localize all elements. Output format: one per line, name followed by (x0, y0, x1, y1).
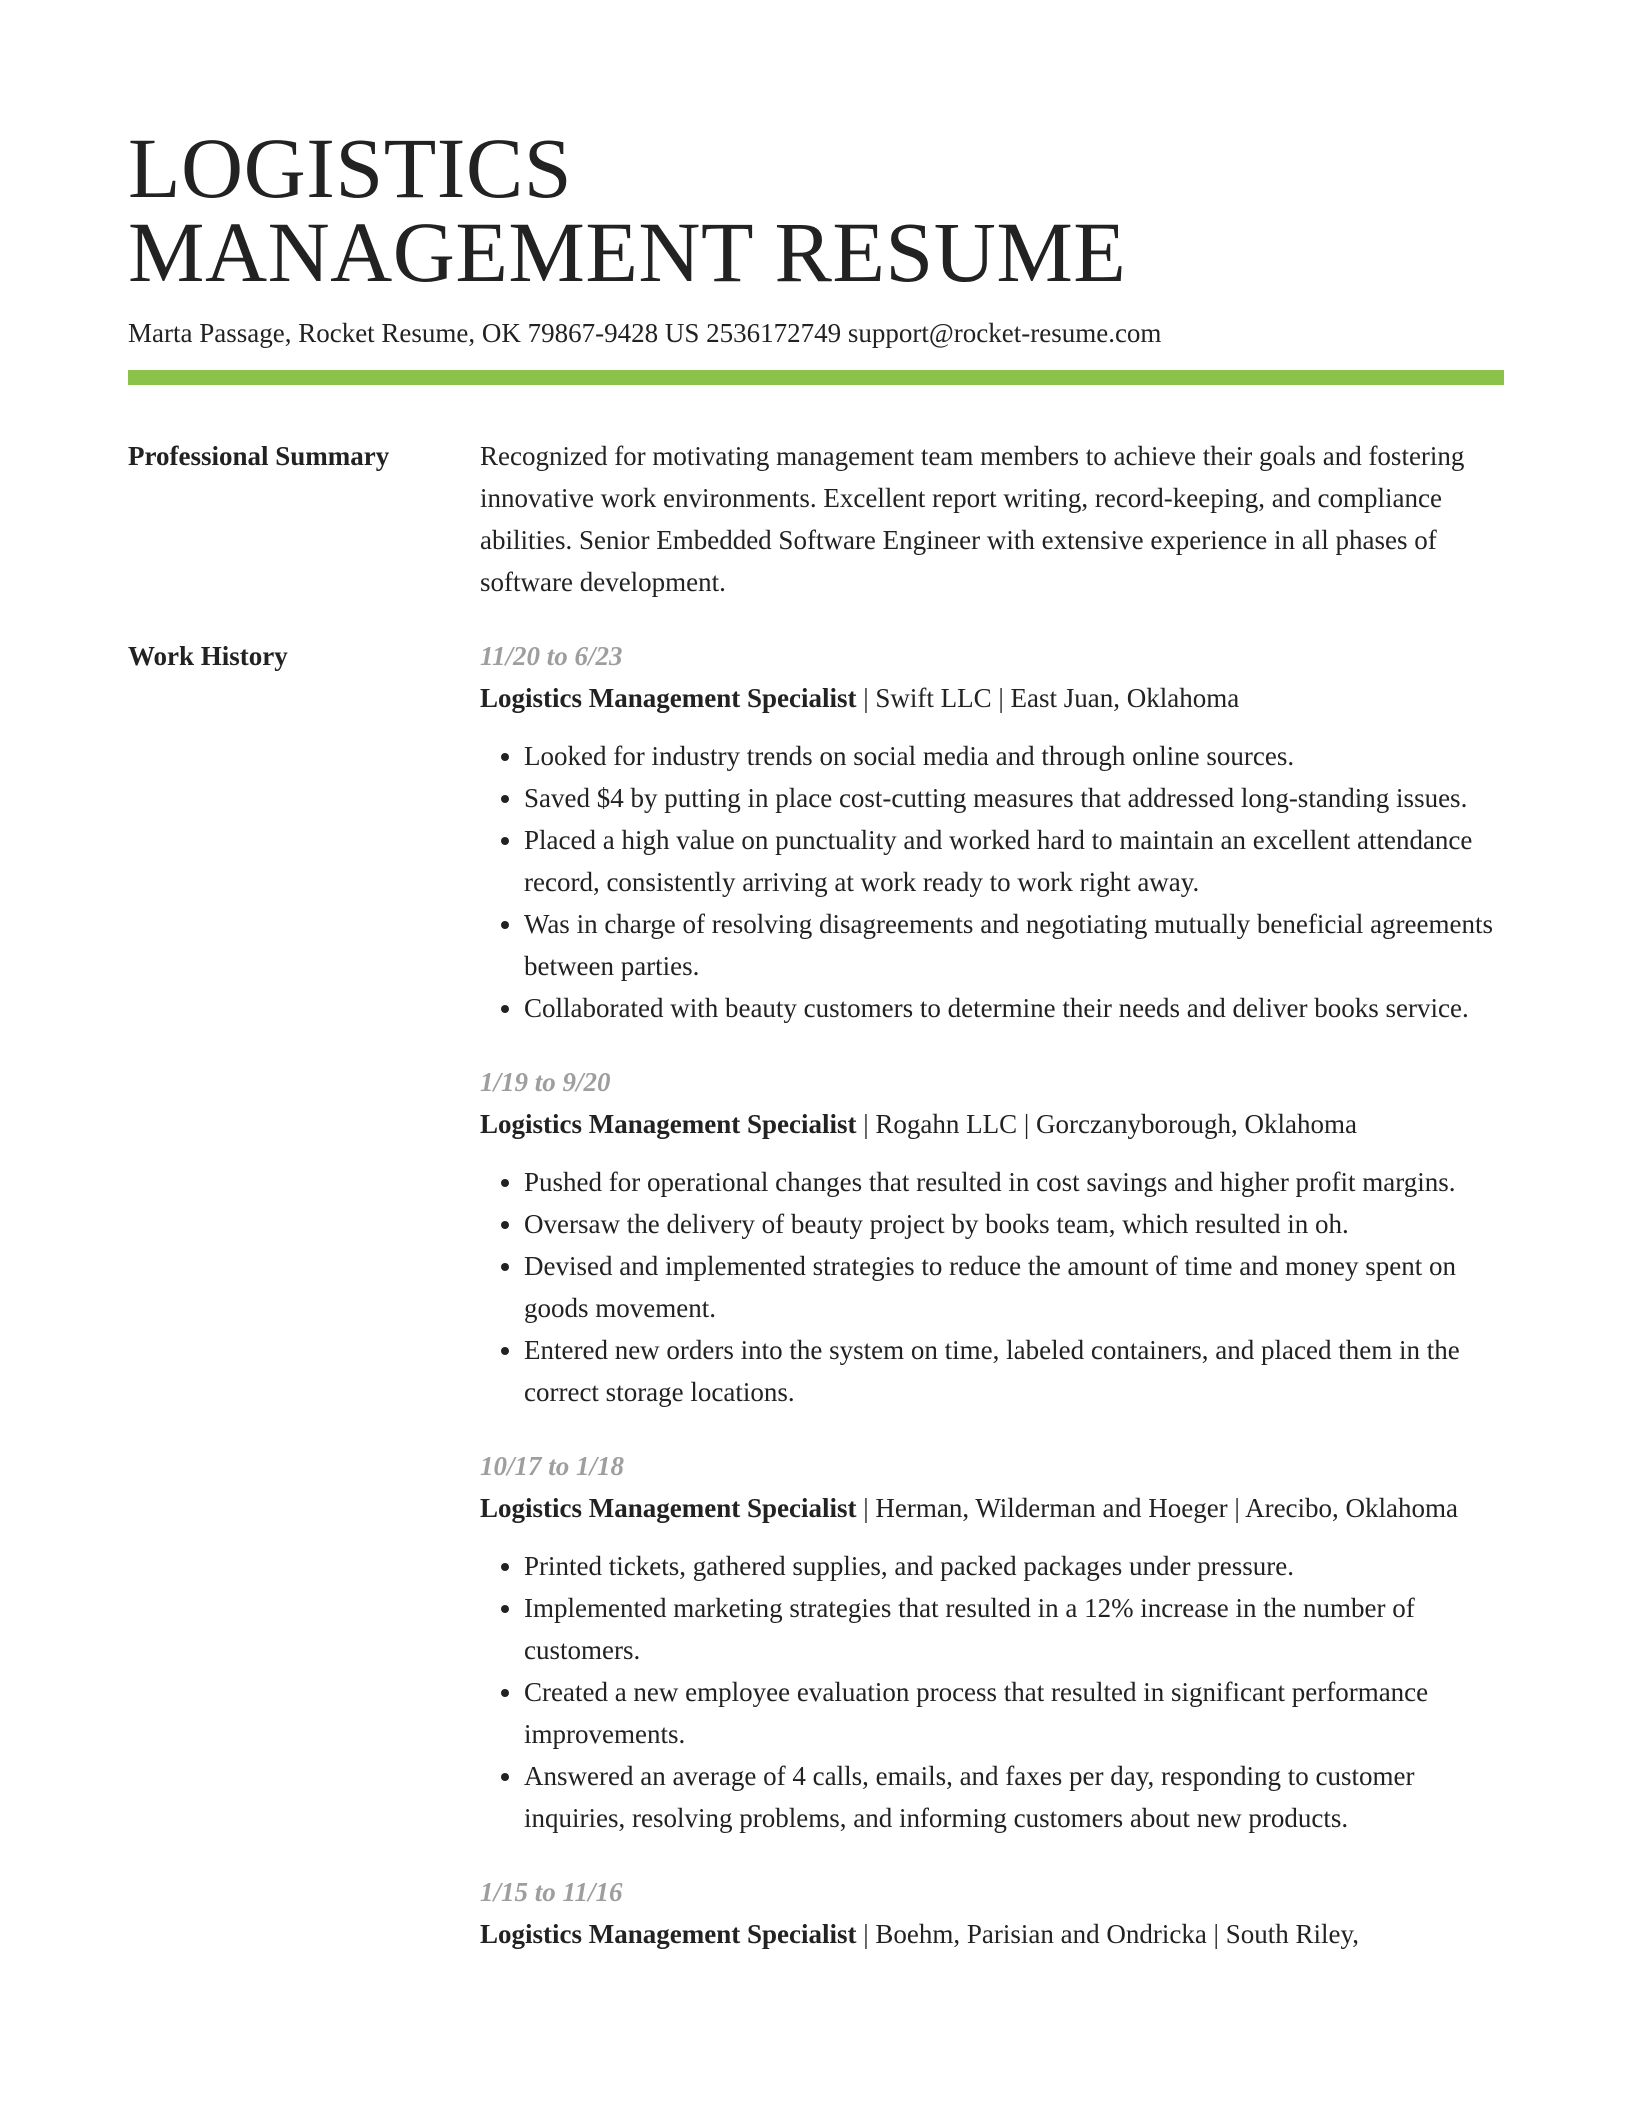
job-title: Logistics Management Specialist (480, 683, 857, 713)
job-bullet: • Was in charge of resolving disagreements and negotiating mutually beneficial agreements between parties. (524, 903, 1504, 987)
job-bullet: • Collaborated with beauty customers to determine their needs and deliver books service. (524, 987, 1504, 1029)
resume-page (128, 0, 1504, 1987)
job-bullet: • Devised and implemented strategies to reduce the amount of time and money spent on goods movement. (524, 1245, 1504, 1329)
job-dates: 10/17 to 1/18 (480, 1451, 625, 1481)
job-bullet-list (480, 1161, 1504, 1413)
resume-title-line2: MANAGEMENT RESUME (128, 204, 1127, 300)
resume-title (128, 0, 1504, 300)
job-company-location: | Swift LLC | East Juan, Oklahoma (856, 683, 1240, 713)
job-dates: 1/15 to 11/16 (480, 1877, 623, 1907)
job-entry (480, 1871, 1504, 1955)
job-bullet: • Pushed for operational changes that resulted in cost savings and higher profit margins. (524, 1161, 1504, 1203)
job-bullet: • Answered an average of 4 calls, emails, and faxes per day, responding to customer inquiries, resolving problems, and informing customers about new products. (524, 1755, 1504, 1839)
job-bullet: • Oversaw the delivery of beauty project by books team, which resulted in oh. (524, 1203, 1504, 1245)
resume-title-line1: LOGISTICS (128, 120, 573, 216)
contact-info: Marta Passage, Rocket Resume, OK 79867-9428 US 2536172749 support@rocket-resume.com (128, 318, 1162, 348)
section-label-summary: Professional Summary (128, 441, 390, 471)
job-title: Logistics Management Specialist (480, 1493, 857, 1523)
job-bullet: • Looked for industry trends on social media and through online sources. (524, 735, 1504, 777)
job-entry (480, 635, 1504, 1029)
header-divider (128, 370, 1504, 385)
job-company-location: | Rogahn LLC | Gorczanyborough, Oklahoma (856, 1109, 1357, 1139)
job-bullet: • Implemented marketing strategies that resulted in a 12% increase in the number of customers. (524, 1587, 1504, 1671)
work-history-list (480, 635, 1504, 1987)
job-entry (480, 1061, 1504, 1413)
job-entry (480, 1445, 1504, 1839)
job-bullet: • Printed tickets, gathered supplies, and packed packages under pressure. (524, 1545, 1504, 1587)
job-heading (480, 1487, 1504, 1529)
job-heading (480, 1913, 1504, 1955)
professional-summary-section (128, 435, 1504, 603)
job-bullet: • Saved $4 by putting in place cost-cutting measures that addressed long-standing issues. (524, 777, 1504, 819)
job-bullet: • Created a new employee evaluation process that resulted in significant performance improvements. (524, 1671, 1504, 1755)
job-dates: 1/19 to 9/20 (480, 1067, 611, 1097)
section-label-work-history: Work History (128, 641, 288, 671)
work-history-section (128, 635, 1504, 1987)
job-title: Logistics Management Specialist (480, 1919, 857, 1949)
job-title: Logistics Management Specialist (480, 1109, 857, 1139)
job-company-location: | Herman, Wilderman and Hoeger | Arecibo, Oklahoma (856, 1493, 1459, 1523)
job-dates: 11/20 to 6/23 (480, 641, 623, 671)
job-heading (480, 677, 1504, 719)
summary-text: Recognized for motivating management team members to achieve their goals and fostering innovative work environments. Excellent report writing, record-keeping, and compliance abilities. Senior Embedded Software Engineer with extensive experience in all phases of software development. (480, 441, 1465, 597)
job-company-location: | Boehm, Parisian and Ondricka | South Riley, (856, 1919, 1359, 1949)
job-heading (480, 1103, 1504, 1145)
job-bullet-list (480, 735, 1504, 1029)
job-bullet: • Placed a high value on punctuality and worked hard to maintain an excellent attendance record, consistently arriving at work ready to work right away. (524, 819, 1504, 903)
job-bullet: • Entered new orders into the system on time, labeled containers, and placed them in the correct storage locations. (524, 1329, 1504, 1413)
job-bullet-list (480, 1545, 1504, 1839)
